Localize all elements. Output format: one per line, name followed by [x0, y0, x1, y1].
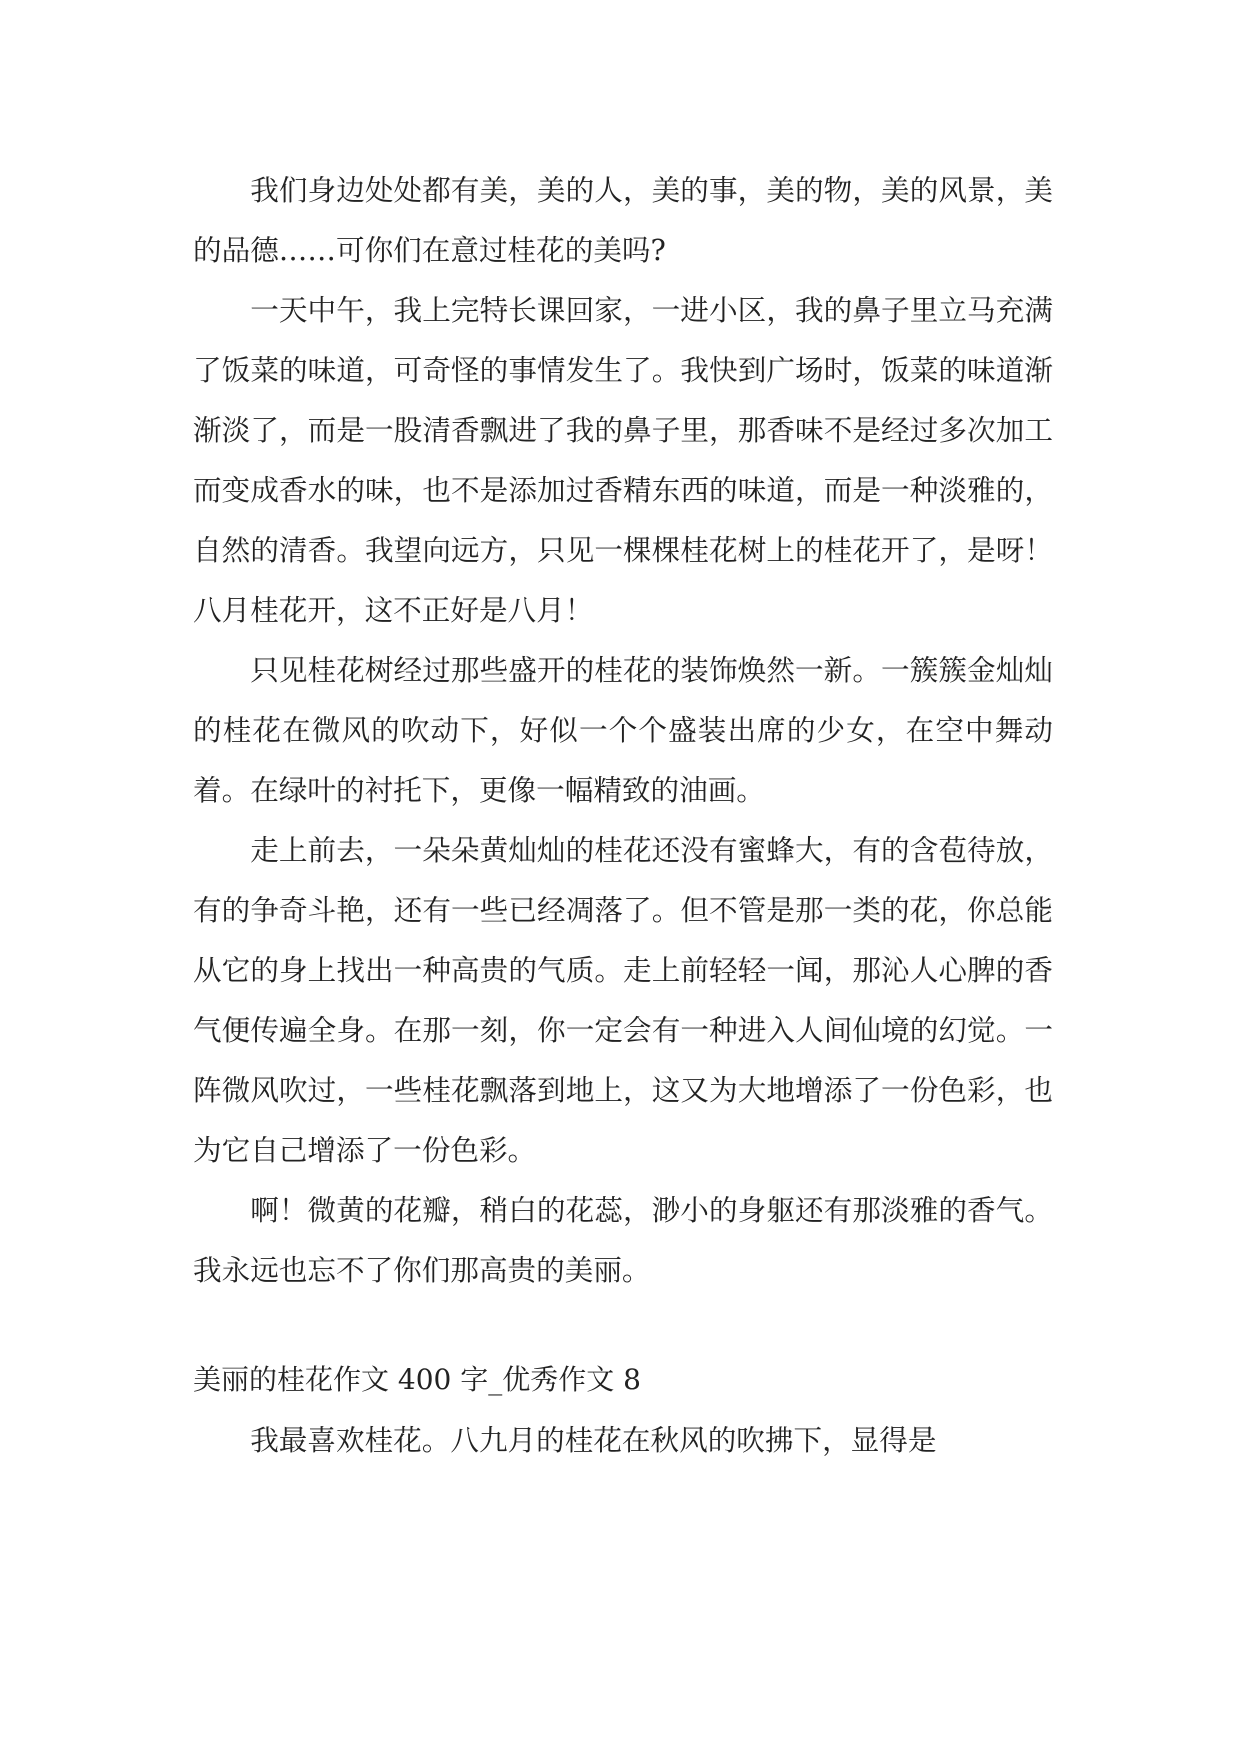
paragraph-tree-description: 只见桂花树经过那些盛开的桂花的装饰焕然一新。一簇簇金灿灿的桂花在微风的吹动下，好似一个个盛装出席的少女，在空中舞动着。在绿叶的衬托下，更像一幅精致的油画。 — [193, 653, 1053, 807]
paragraph-intro: 我们身边处处都有美，美的人，美的事，美的物，美的风景，美的品德……可你们在意过桂花的美吗? — [193, 173, 1053, 267]
paragraph-conclusion: 啊！微黄的花瓣，稍白的花蕊，渺小的身躯还有那淡雅的香气。我永远也忘不了你们那高贵的美丽。 — [193, 1193, 1053, 1287]
paragraph-next-essay: 我最喜欢桂花。八九月的桂花在秋风的吹拂下，显得是 — [250, 1423, 937, 1457]
paragraph-noon-walk: 一天中午，我上完特长课回家，一进小区，我的鼻子里立马充满了饭菜的味道，可奇怪的事情发生了。我快到广场时，饭菜的味道渐渐淡了，而是一股清香飘进了我的鼻子里，那香味不是经过多次加工而变成香水的味，也不是添加过香精东西的味道，而是一种淡雅的，自然的清香。我望向远方，只见一棵棵桂花树上的桂花开了，是呀！八月桂花开，这不正好是八月！ — [193, 293, 1053, 627]
section-heading: 美丽的桂花作文 400 字_优秀作文 8 — [193, 1363, 641, 1396]
document-body — [193, 160, 1053, 1470]
paragraph-closer-look: 走上前去，一朵朵黄灿灿的桂花还没有蜜蜂大，有的含苞待放，有的争奇斗艳，还有一些已经凋落了。但不管是那一类的花，你总能从它的身上找出一种高贵的气质。走上前轻轻一闻，那沁人心脾的香气便传遍全身。在那一刻，你一定会有一种进入人间仙境的幻觉。一阵微风吹过，一些桂花飘落到地上，这又为大地增添了一份色彩，也为它自己增添了一份色彩。 — [193, 833, 1053, 1167]
